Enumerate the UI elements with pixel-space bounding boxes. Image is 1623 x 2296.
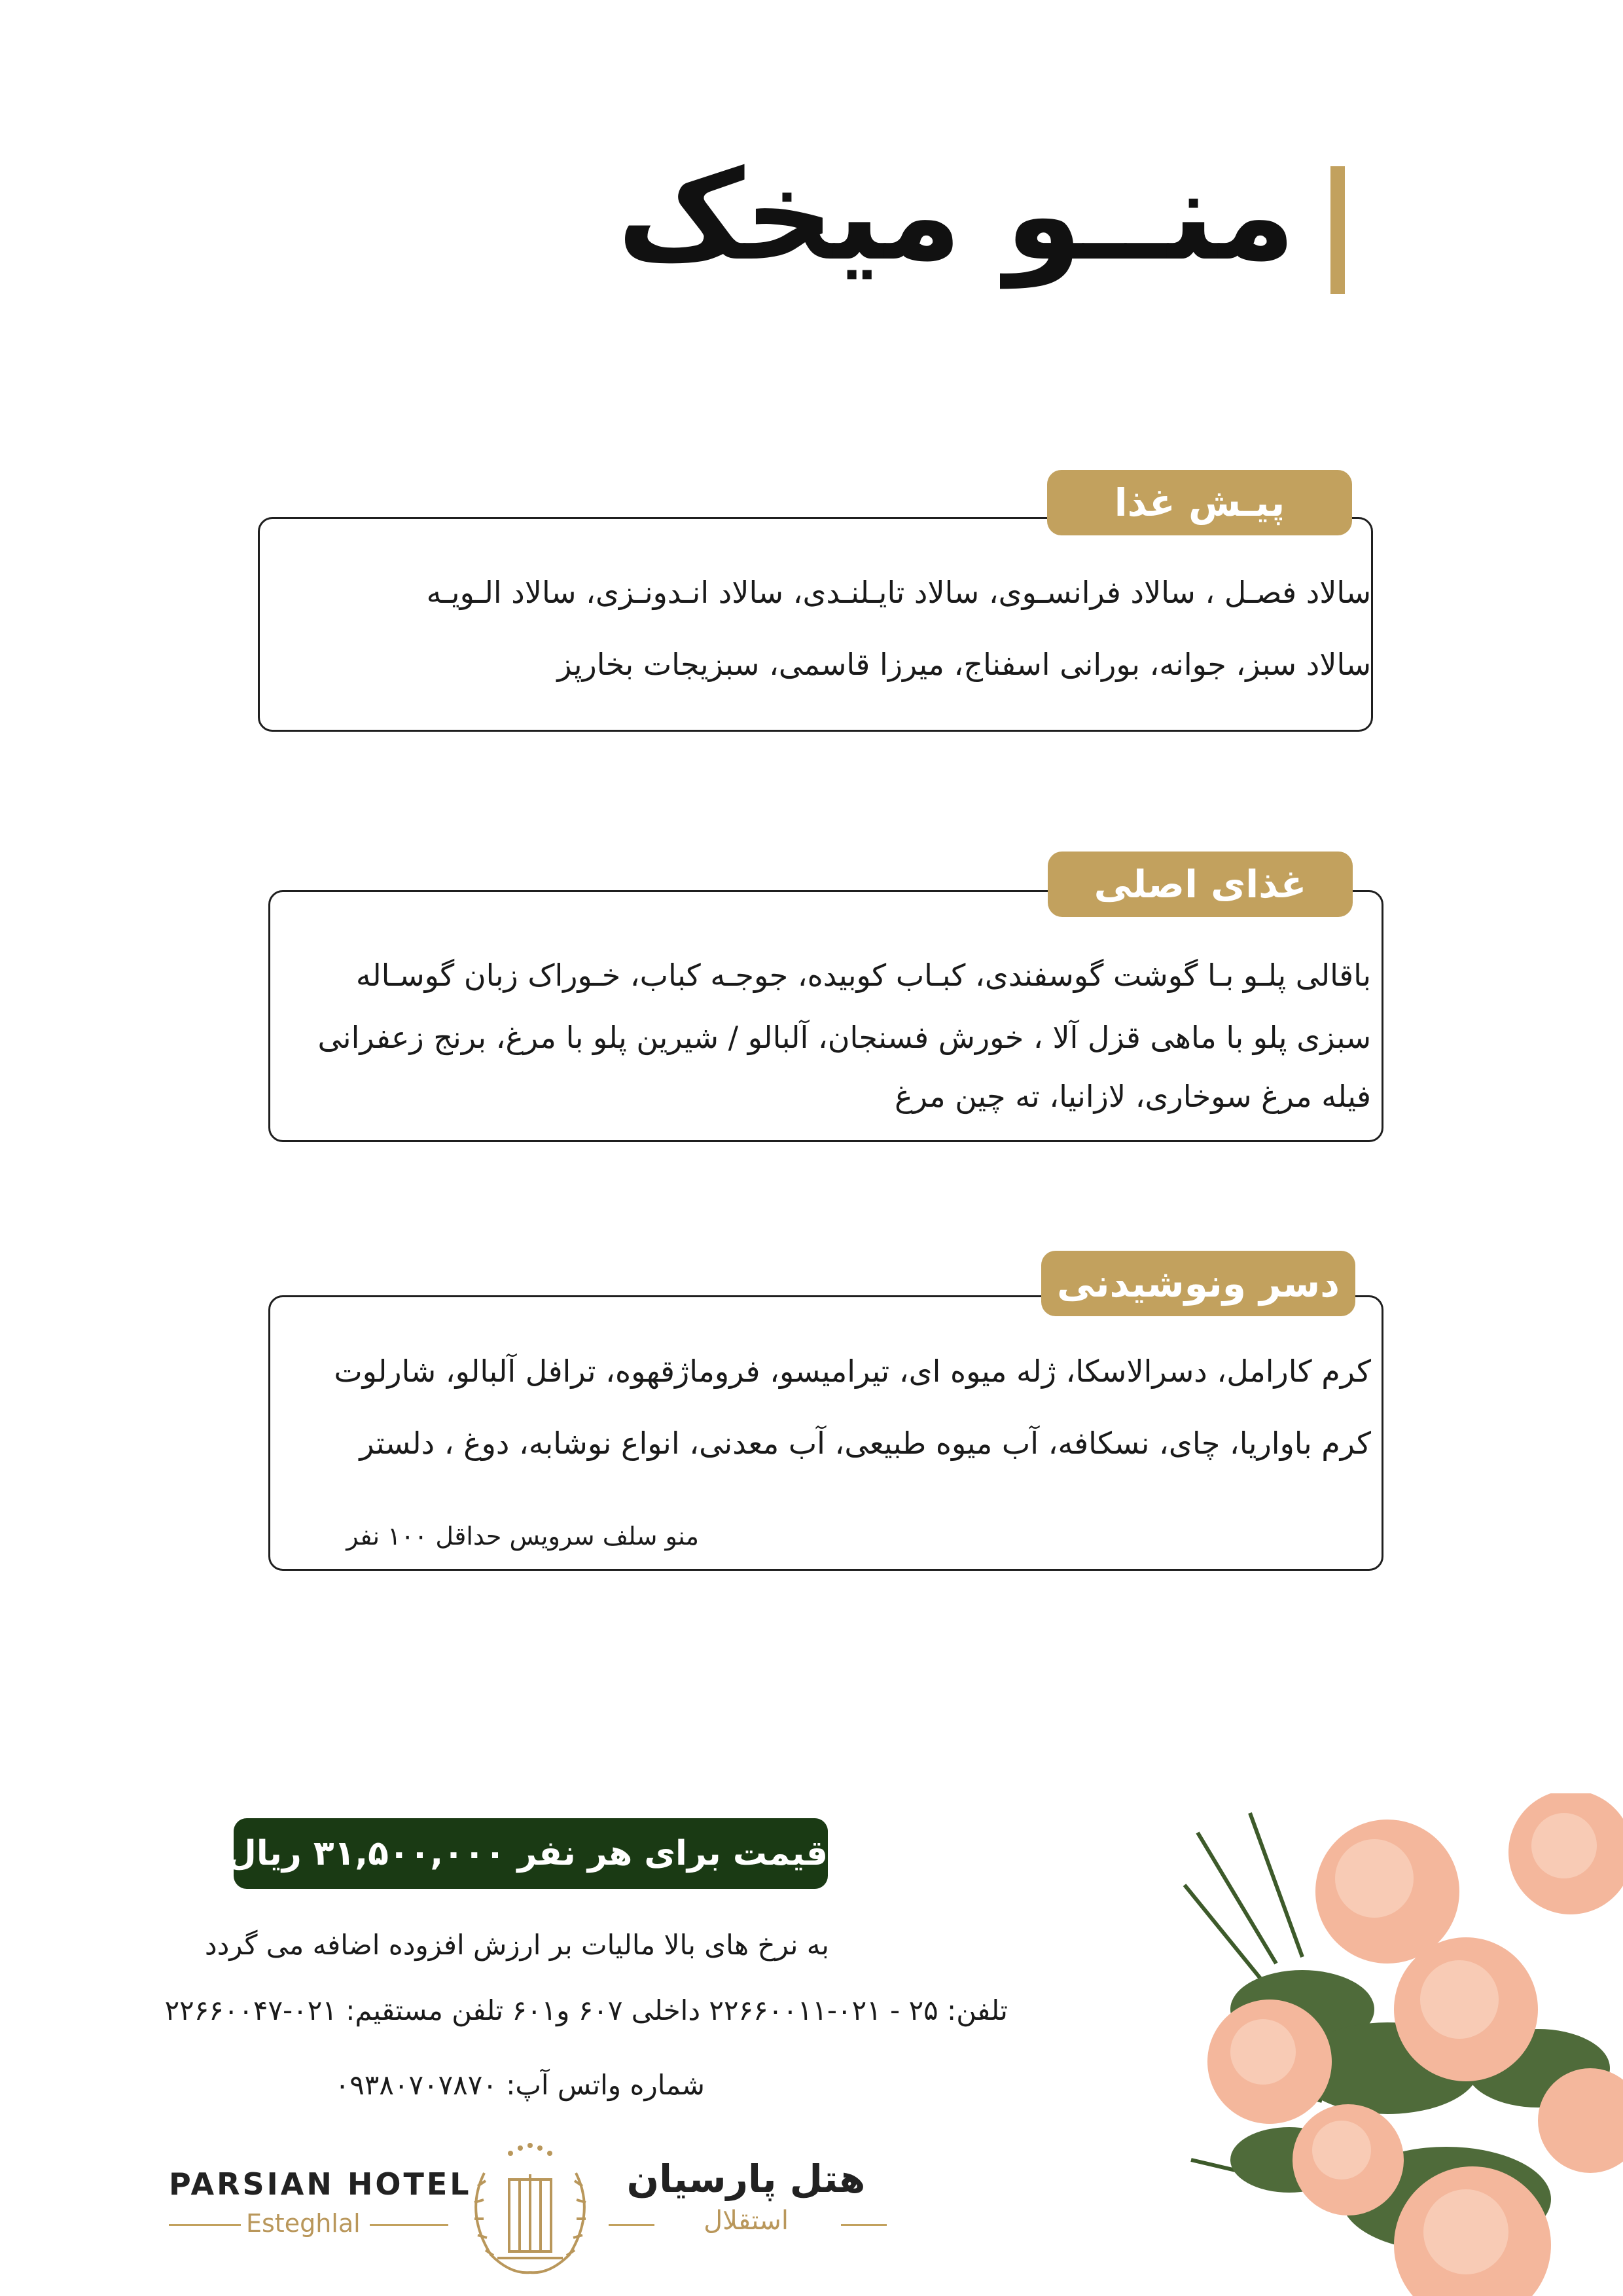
carnation-flowers-illustration xyxy=(1171,1793,1623,2296)
logo-english-name: PARSIAN HOTEL xyxy=(169,2166,472,2202)
logo-english-sub: Esteghlal xyxy=(246,2209,361,2238)
appetizer-box xyxy=(258,517,1373,732)
main-course-heading: غذای اصلی xyxy=(1048,852,1353,917)
price-badge: قیمت برای هر نفر ۳۱,۵۰۰,۰۰۰ ریال xyxy=(234,1818,828,1889)
self-service-note: منو سلف سرویس حداقل ۱۰۰ نفر xyxy=(346,1522,699,1551)
appetizer-line: سالاد فصـل ، سالاد فرانسـوی، سالاد تایـلنـدی، سالاد انـدونـزی، سالاد الـویـه xyxy=(426,575,1371,610)
logo-divider xyxy=(370,2224,448,2226)
logo-divider xyxy=(609,2224,654,2226)
main-course-line: سبزی پلو با ماهی قزل آلا ، خورش فسنجان، آلبالو / شیرین پلو با مرغ، برنج زعفرانی xyxy=(317,1020,1371,1055)
phone-numbers: تلفن: ۲۵ - ۰۲۱-۲۲۶۶۰۰۱۱ داخلی ۶۰۷ و۶۰۱ تلفن مستقیم: ۰۲۱-۲۲۶۶۰۰۴۷ xyxy=(164,1994,1008,2026)
hotel-emblem-icon xyxy=(458,2134,602,2281)
appetizer-heading: پیـش غذا xyxy=(1047,470,1352,535)
logo-persian-name: هتل پارسیان xyxy=(626,2157,866,2201)
main-course-line: فیله مرغ سوخاری، لازانیا، ته چین مرغ xyxy=(895,1079,1371,1114)
dessert-drinks-heading: دسر ونوشیدنی xyxy=(1041,1251,1355,1316)
logo-divider xyxy=(841,2224,887,2226)
dessert-drinks-line: کرم کارامل، دسرالاسکا، ژله میوه ای، تیرامیسو، فروماژقهوه، ترافل آلبالو، شارلوت xyxy=(334,1354,1371,1389)
logo-persian-sub: استقلال xyxy=(704,2206,789,2236)
dessert-drinks-line: کرم باواریا، چای، نسکافه، آب میوه طبیعی، آب معدنی، انواع نوشابه، دوغ ، دلستر xyxy=(359,1426,1371,1461)
page-title: منــو میخک xyxy=(616,143,1296,288)
whatsapp-number: شماره واتس آپ: ۰۹۳۸۰۷۰۷۸۷۰ xyxy=(334,2069,705,2101)
tax-note: به نرخ های بالا مالیات بر ارزش افزوده اضافه می گردد xyxy=(204,1929,829,1961)
appetizer-line: سالاد سبز، جوانه، بورانی اسفناج، میرزا قاسمی، سبزیجات بخارپز xyxy=(557,647,1371,682)
main-course-line: باقالی پلـو بـا گوشت گوسفندی، کبـاب کوبیده، جوجـه کباب، خـوراک زبان گوسـاله xyxy=(355,958,1371,993)
title-accent-bar xyxy=(1330,166,1345,294)
logo-divider xyxy=(169,2224,241,2226)
